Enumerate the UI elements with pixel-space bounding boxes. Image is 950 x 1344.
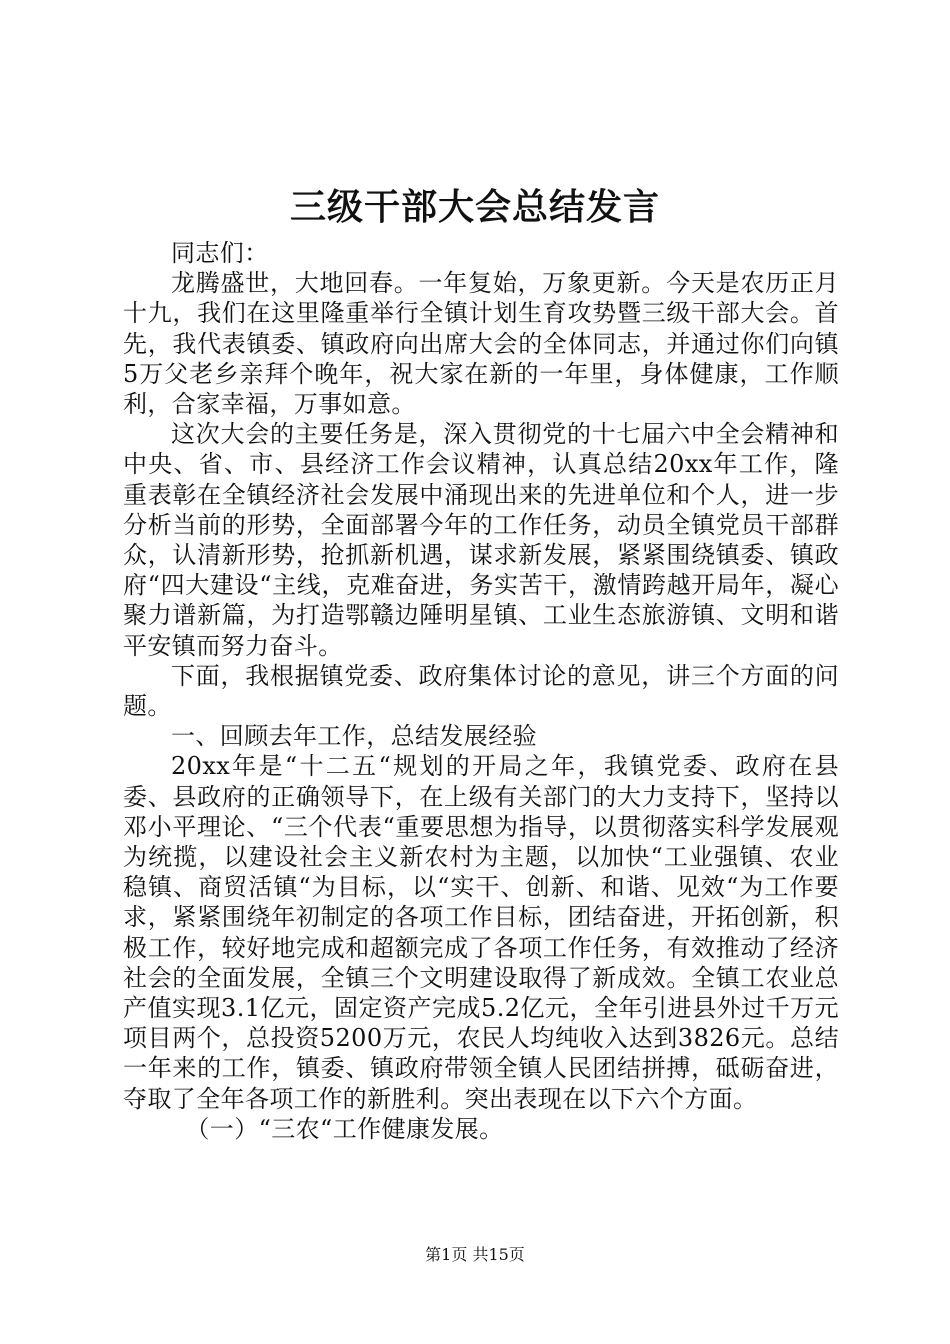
section-heading-1: 一、回顾去年工作，总结发展经验 bbox=[171, 722, 537, 751]
page-footer: 第1页 共15页 bbox=[425, 1245, 525, 1264]
salutation: 同志们： bbox=[171, 239, 269, 267]
paragraph-outline: 下面，我根据镇党委、政府集体讨论的意见，讲三个方面的问题。 bbox=[123, 661, 839, 721]
subsection-heading-1: （一）“三农“工作健康发展。 bbox=[185, 1114, 504, 1143]
paragraph-review: 20xx年是“十二五“规划的开局之年，我镇党委、政府在县委、县政府的正确领导下，在上级有关部门的大力支持下，坚持以邓小平理论、“三个代表“重要思想为指导，以贯彻落实科学发展观为统揽，以建设社会主义新农村为主题，以加快“工业强镇、农业稳镇、商贸活镇“为目标，以“实干、创新、和谐、见效“为工作要求，紧紧围绕年初制定的各项工作目标，团结奋进，开拓创新，积极工作，较好地完成和超额完成了各项工作任务，有效推动了经济社会的全面发展，全镇三个文明建设取得了新成效。全镇工农业总产值实现3.1亿元，固定资产完成5.2亿元，全年引进县外过千万元项目两个，总投资5200万元，农民人均纯收入达到3826元。总结一年来的工作，镇委、镇政府带领全镇人民团结拼搏，砥砺奋进，夺取了全年各项工作的新胜利。突出表现在以下六个方面。 bbox=[123, 752, 839, 1113]
paragraph-opening: 龙腾盛世，大地回春。一年复始，万象更新。今天是农历正月十九，我们在这里隆重举行全镇计划生育攻势暨三级干部大会。首先，我代表镇委、镇政府向出席大会的全体同志，并通过你们向镇5万父老乡亲拜个晚年，祝大家在新的一年里，身体健康，工作顺利，合家幸福，万事如意。 bbox=[123, 269, 839, 419]
document-body bbox=[123, 238, 839, 1144]
document-title: 三级干部大会总结发言 bbox=[289, 186, 660, 228]
paragraph-main-tasks: 这次大会的主要任务是，深入贯彻党的十七届六中全会精神和中央、省、市、县经济工作会议精神，认真总结20xx年工作，隆重表彰在全镇经济社会发展中涌现出来的先进单位和个人，进一步分析当前的形势，全面部署今年的工作任务，动员全镇党员干部群众，认清新形势，抢抓新机遇，谋求新发展，紧紧围绕镇委、镇政府“四大建设“主线，克难奋进，务实苦干，激情跨越开局年，凝心聚力谱新篇，为打造鄂赣边陲明星镇、工业生态旅游镇、文明和谐平安镇而努力奋斗。 bbox=[123, 420, 839, 660]
